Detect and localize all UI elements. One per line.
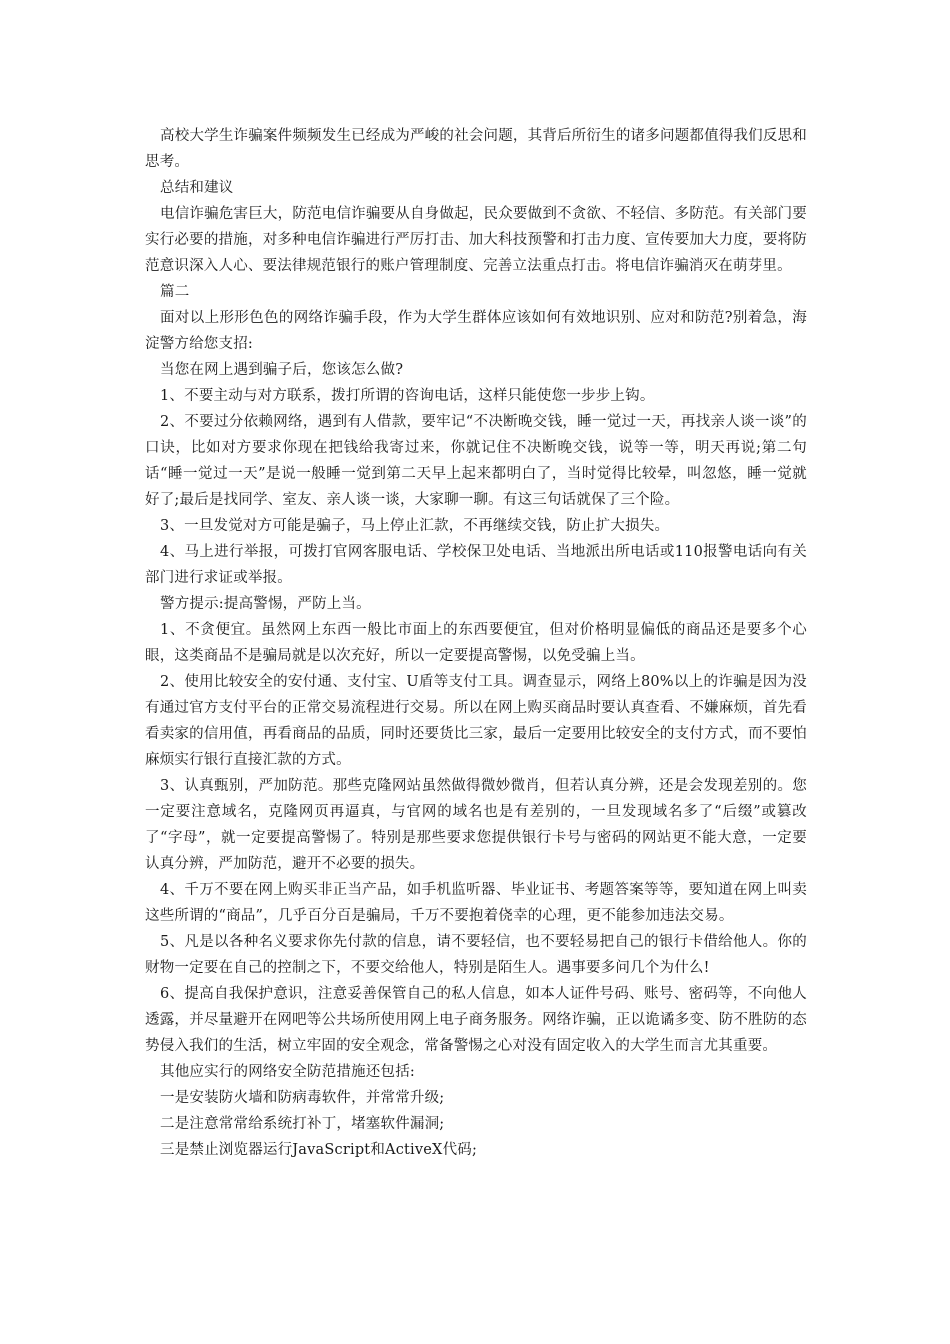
paragraph: 面对以上形形色色的网络诈骗手段，作为大学生群体应该如何有效地识别、应对和防范?别着急，海淀警方给您支招:: [145, 310, 807, 352]
list-item: 一是安装防火墙和防病毒软件，并常常升级;: [160, 1090, 445, 1106]
list-item: 1、不要主动与对方联系，拨打所谓的咨询电话，这样只能使您一步步上钩。: [160, 388, 655, 404]
section-heading: 总结和建议: [160, 180, 234, 196]
list-item: 2、使用比较安全的安付通、支付宝、U盾等支付工具。调查显示，网络上80%以上的诈骗是因为没有通过官方支付平台的正常交易流程进行交易。所以在网上购买商品时要认真查看、不嫌麻烦，首先看看卖家的信用值，再看商品的品质，同时还要货比三家，最后一定要用比较安全的支付方式，而不要怕麻烦实行银行直接汇款的方式。: [145, 674, 807, 768]
paragraph: 其他应实行的网络安全防范措施还包括:: [160, 1064, 415, 1080]
list-item: 1、不贪便宜。虽然网上东西一般比市面上的东西要便宜，但对价格明显偏低的商品还是要多个心眼，这类商品不是骗局就是以次充好，所以一定要提高警惕，以免受骗上当。: [145, 622, 807, 664]
list-item: 2、不要过分依赖网络，遇到有人借款，要牢记“不决断晚交钱，睡一觉过一天，再找亲人谈一谈”的口诀，比如对方要求你现在把钱给我寄过来，你就记住不决断晚交钱，说等一等，明天再说;第二句话“睡一觉过一天”是说一般睡一觉到第二天早上起来都明白了，当时觉得比较晕，叫忽悠，睡一觉就好了;最后是找同学、室友、亲人谈一谈，大家聊一聊。有这三句话就保了三个险。: [145, 414, 807, 508]
list-item: 4、千万不要在网上购买非正当产品，如手机监听器、毕业证书、考题答案等等，要知道在网上叫卖这些所谓的“商品”，几乎百分百是骗局，千万不要抱着侥幸的心理，更不能参加违法交易。: [145, 882, 807, 924]
list-item: 6、提高自我保护意识，注意妥善保管自己的私人信息，如本人证件号码、账号、密码等，不向他人透露，并尽量避开在网吧等公共场所使用网上电子商务服务。网络诈骗，正以诡谲多变、防不胜防的态势侵入我们的生活，树立牢固的安全观念，常备警惕之心对没有固定收入的大学生而言尤其重要。: [145, 986, 807, 1054]
list-item: 3、认真甄别，严加防范。那些克隆网站虽然做得微妙微肖，但若认真分辨，还是会发现差别的。您一定要注意域名，克隆网页再逼真，与官网的域名也是有差别的，一旦发现域名多了“后缀”或篡改了“字母”，就一定要提高警惕了。特别是那些要求您提供银行卡号与密码的网站更不能大意，一定要认真分辨，严加防范，避开不必要的损失。: [145, 778, 807, 872]
list-item: 5、凡是以各种名义要求你先付款的信息，请不要轻信，也不要轻易把自己的银行卡借给他人。你的财物一定要在自己的控制之下，不要交给他人，特别是陌生人。遇事要多问几个为什么!: [145, 934, 807, 976]
list-item: 4、马上进行举报，可拨打官网客服电话、学校保卫处电话、当地派出所电话或110报警电话向有关部门进行求证或举报。: [145, 544, 807, 586]
list-item: 3、一旦发觉对方可能是骗子，马上停止汇款，不再继续交钱，防止扩大损失。: [160, 518, 670, 534]
list-item: 三是禁止浏览器运行JavaScript和ActiveX代码;: [160, 1142, 478, 1158]
paragraph: 电信诈骗危害巨大，防范电信诈骗要从自身做起，民众要做到不贪欲、不轻信、多防范。有关部门要实行必要的措施，对多种电信诈骗进行严厉打击、加大科技预警和打击力度、宣传要加大力度，要将防范意识深入人心、要法律规范银行的账户管理制度、完善立法重点打击。将电信诈骗消灭在萌芽里。: [145, 206, 807, 274]
paragraph: 当您在网上遇到骗子后，您该怎么做?: [160, 362, 404, 378]
list-item: 二是注意常常给系统打补丁，堵塞软件漏洞;: [160, 1116, 445, 1132]
paragraph: 警方提示:提高警惕，严防上当。: [160, 596, 371, 612]
section-heading: 篇二: [160, 284, 190, 300]
document-page: [145, 123, 807, 1163]
paragraph: 高校大学生诈骗案件频频发生已经成为严峻的社会问题，其背后所衍生的诸多问题都值得我们反思和思考。: [145, 128, 807, 170]
